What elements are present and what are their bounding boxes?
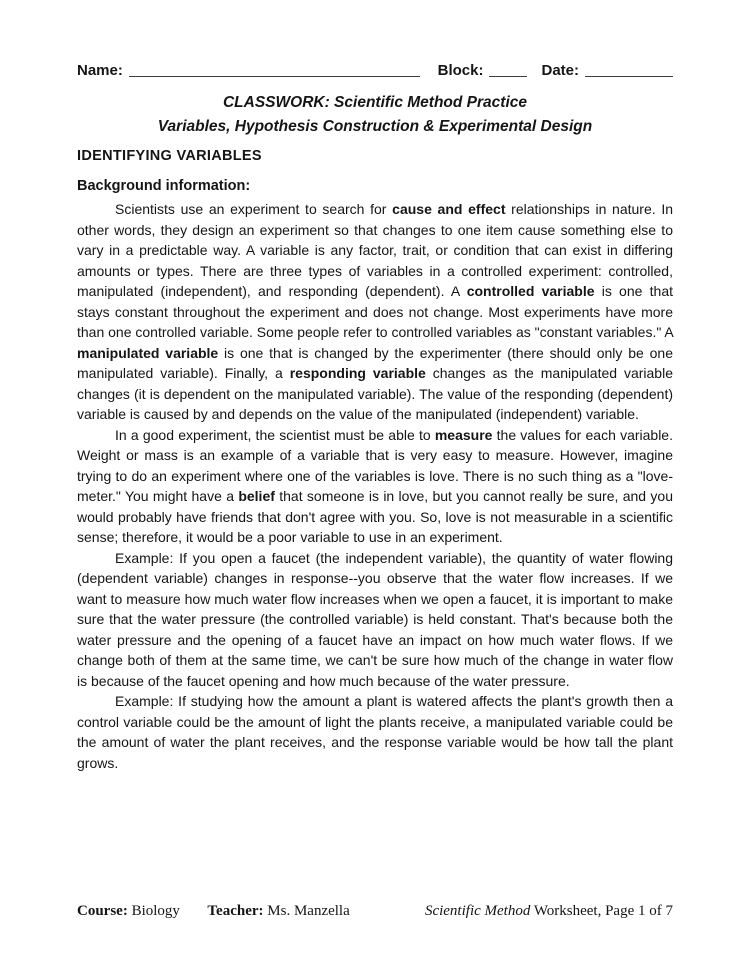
footer-teacher-label: Teacher: xyxy=(207,903,264,919)
section-heading-identifying-variables: IDENTIFYING VARIABLES xyxy=(77,148,262,164)
paragraph-variables-definition: Scientists use an experiment to search for cause and effect relationships in nature. In other words, they design an experiment so that changes to one item cause something else to vary in a predictable way. A variable is any factor, trait, or condition that can exist in differing amounts or types. There are three types of variables in a controlled experiment: controlled, manipulated (independent), and responding (dependent). A controlled variable is one that stays constant throughout the experiment and does not change. Most experiments have more than one controlled variable. Some people refer to controlled variables as "constant variables." A manipulated variable is one that is changed by the experimenter (there should only be one manipulated variable). Finally, a responding variable changes as the manipulated variable changes (it is dependent on the manipulated variable). The value of the responding (dependent) variable is caused by and depends on the value of the manipulated (independent) variable. xyxy=(77,201,673,422)
name-field-blank-line xyxy=(129,72,420,77)
background-information-heading: Background information: xyxy=(77,178,251,194)
footer-left xyxy=(77,901,350,921)
date-field-blank-line xyxy=(585,72,673,77)
footer-right xyxy=(425,901,673,921)
footer-course-value-text: Biology xyxy=(131,903,180,919)
page-footer xyxy=(77,901,673,921)
worksheet-title-block xyxy=(77,91,673,139)
worksheet-title: CLASSWORK: Scientific Method Practice xyxy=(222,94,527,111)
block-field-blank-line xyxy=(489,72,527,77)
header-fields-row xyxy=(77,57,673,79)
paragraph-measure: In a good experiment, the scientist must be able to measure the values for each variable. Weight or mass is an example of a variable that is very easy to measure. However, imagine trying to do an experiment where one of the variables is love. There is no such thing as a "love-meter." You might have a belief that someone is in love, but you cannot really be sure, and you would probably have friends that don't agree with you. So, love is not measurable in a scientific sense; therefore, it would be a poor variable to use in an experiment. xyxy=(77,426,673,545)
worksheet-subtitle: Variables, Hypothesis Construction & Experimental Design xyxy=(157,118,593,135)
date-field-label: Date: xyxy=(541,62,579,79)
footer-page-number: Worksheet, Page 1 of 7 xyxy=(530,903,673,919)
block-field-label: Block: xyxy=(437,62,484,79)
name-field-label: Name: xyxy=(77,62,123,79)
paragraph-example-faucet: Example: If you open a faucet (the independent variable), the quantity of water flowing (dependent variable) changes in response--you observe that the water flow increases. If we want to measure how much water flow increases when we open a faucet, it is important to make sure that the water pressure (the controlled variable) is held constant. That's because both the water pressure and the opening of a faucet have an impact on how much water flows. If we change both of them at the same time, we can't be sure how much of the change in water flow is because of the faucet opening and how much because of the water pressure. xyxy=(77,549,673,689)
footer-course-label: Course: xyxy=(77,903,128,919)
body-text xyxy=(77,199,673,773)
footer-teacher-value-text: Ms. Manzella xyxy=(267,903,350,919)
footer-doc-title: Scientific Method xyxy=(424,903,531,919)
paragraph-example-plant: Example: If studying how the amount a plant is watered affects the plant's growth then a control variable could be the amount of light the plants receive, a manipulated variable could be the amount of water the plant receives, and the response variable would be how tall the plant grows. xyxy=(77,693,673,771)
